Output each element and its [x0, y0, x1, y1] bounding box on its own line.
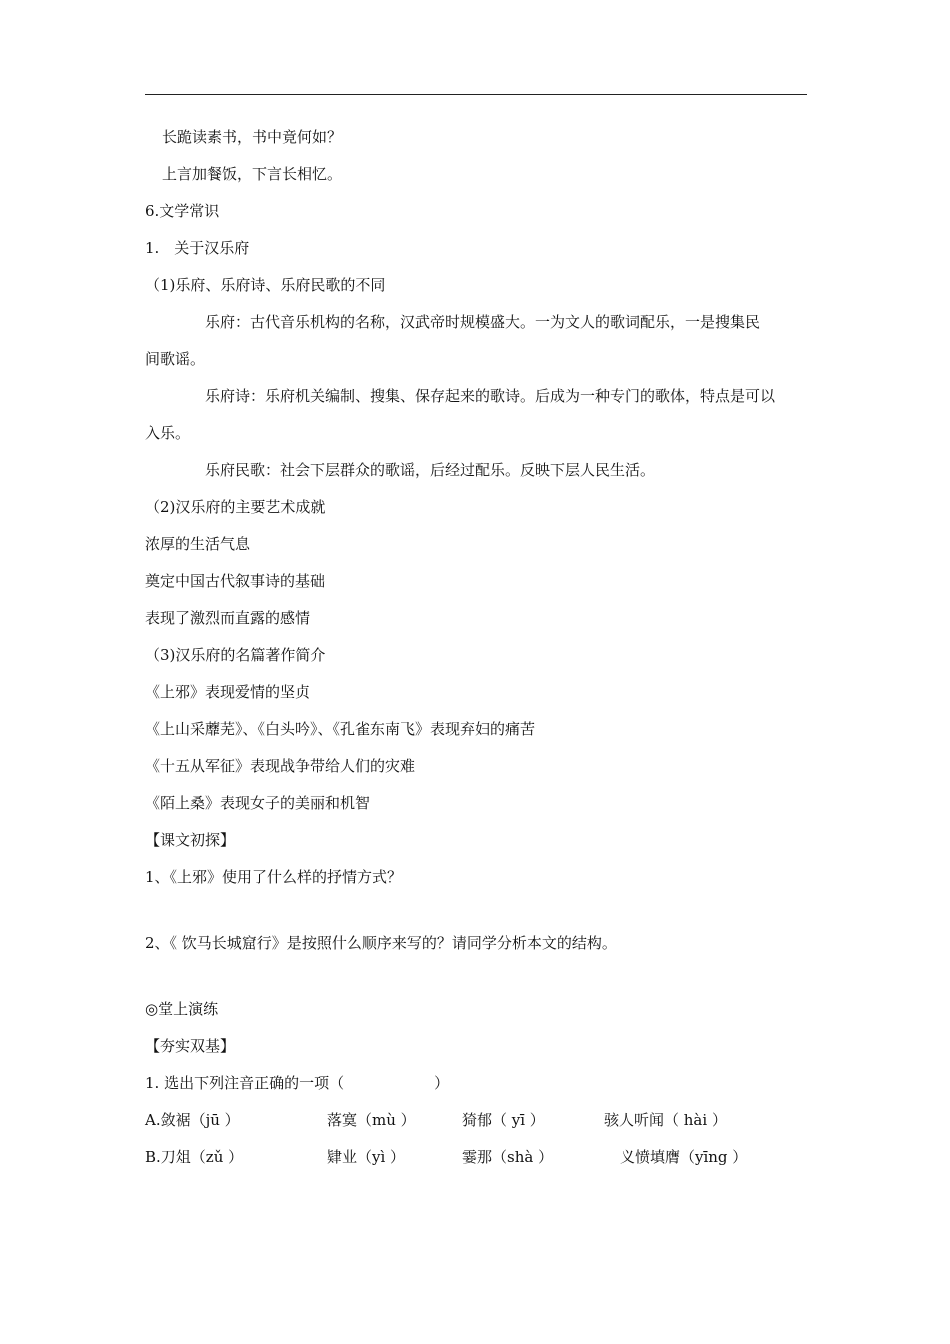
- question: 2、《 饮马长城窟行》是按照什么顺序来写的？请同学分析本文的结构。: [145, 934, 617, 952]
- list-item: 奠定中国古代叙事诗的基础: [145, 572, 326, 590]
- paragraph-line: 入乐。: [145, 424, 191, 442]
- section-heading: 【夯实双基】: [145, 1037, 236, 1055]
- list-item: 《上邪》表现爱情的坚贞: [145, 683, 311, 701]
- poem-line: 长跪读素书，书中竟何如？: [162, 128, 343, 146]
- paragraph-line: 间歌谣。: [145, 350, 206, 368]
- option-b-item-1: B.刀俎（zǔ ）: [145, 1148, 244, 1166]
- option-b-item-4: 义愤填膺（yīng ）: [620, 1148, 748, 1166]
- poem-line: 上言加餐饭，下言长相忆。: [162, 165, 343, 183]
- list-item: 表现了激烈而直露的感情: [145, 609, 311, 627]
- question: 1. 选出下列注音正确的一项（ ）: [145, 1074, 450, 1092]
- section-heading: 【课文初探】: [145, 831, 236, 849]
- list-item: 《上山采蘼芜》、《白头吟》、《孔雀东南飞》表现弃妇的痛苦: [145, 720, 536, 738]
- section-heading: 6.文学常识: [145, 202, 220, 220]
- list-item: 浓厚的生活气息: [145, 535, 251, 553]
- paragraph-line: 乐府：古代音乐机构的名称，汉武帝时规模盛大。一为文人的歌词配乐，一是搜集民: [205, 313, 761, 331]
- paragraph-line: 乐府诗：乐府机关编制、搜集、保存起来的歌诗。后成为一种专门的歌体，特点是可以: [205, 387, 776, 405]
- item-heading: （3)汉乐府的名篇著作简介: [145, 646, 326, 664]
- option-b-item-2: 肄业（yì ）: [327, 1148, 406, 1166]
- section-heading: ◎堂上演练: [145, 1000, 219, 1018]
- option-a-item-3: 猗郁（ yī ）: [462, 1111, 545, 1129]
- option-a-item-4: 骇人听闻（ hài ）: [604, 1111, 727, 1129]
- option-b-item-3: 霎那（shà ）: [462, 1148, 554, 1166]
- item-heading: （1)乐府、乐府诗、乐府民歌的不同: [145, 276, 386, 294]
- paragraph-line: 乐府民歌：社会下层群众的歌谣，后经过配乐。反映下层人民生活。: [205, 461, 656, 479]
- list-item: 《十五从军征》表现战争带给人们的灾难: [145, 757, 416, 775]
- option-a-item-2: 落寞（mù ）: [327, 1111, 416, 1129]
- item-heading: （2)汉乐府的主要艺术成就: [145, 498, 326, 516]
- option-a-item-1: A.敛裾（jū ）: [145, 1111, 240, 1129]
- question: 1、《上邪》使用了什么样的抒情方式？: [145, 868, 403, 886]
- subsection-heading: 1. 关于汉乐府: [145, 239, 250, 257]
- header-rule: [145, 94, 807, 95]
- list-item: 《陌上桑》表现女子的美丽和机智: [145, 794, 371, 812]
